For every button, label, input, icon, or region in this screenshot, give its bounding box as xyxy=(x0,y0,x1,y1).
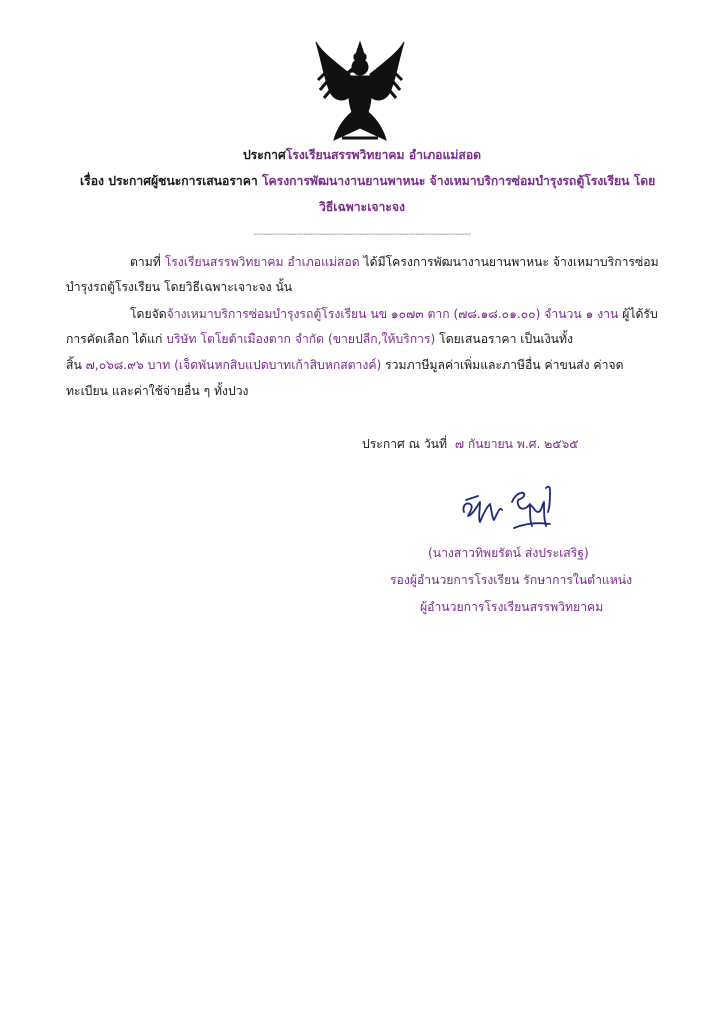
p2-vendor: บริษัท โตโยต้าเมืองตาก จำกัด (ขายปลีก,ให้บริการ) xyxy=(166,332,436,346)
divider: ---------------------------------------------------------------------- xyxy=(253,229,471,240)
signer-position: รองผู้อำนวยการโรงเรียน รักษาการในตำแหน่ง xyxy=(390,573,633,587)
p2-text-a: โดยจัด xyxy=(130,307,167,321)
p1-text-a: ตามที่ xyxy=(130,255,161,269)
paragraph-2-line-1 xyxy=(130,305,658,323)
date-value: ๗ กันยายน พ.ศ. ๒๕๖๕ xyxy=(454,437,579,451)
subject-line-2: วิธีเฉพาะเจาะจง xyxy=(319,200,405,214)
signer-name: (นางสาวทิพยรัตน์ ส่งประเสริฐ) xyxy=(428,546,589,560)
subject-project: โครงการพัฒนางานยานพาหนะ จ้างเหมาบริการซ่อมบำรุงรถตู้โรงเรียน โดย xyxy=(261,174,656,188)
p2-tax-text: รวมภาษีมูลค่าเพิ่มและภาษีอื่น ค่าขนส่ง ค่าจด xyxy=(385,358,624,372)
p2-selected: การคัดเลือก ได้แก่ xyxy=(66,332,163,346)
garuda-emblem-icon xyxy=(312,40,408,146)
title-school: โรงเรียนสรรพวิทยาคม อำเภอแม่สอด xyxy=(285,148,482,162)
paragraph-2-line-4: ทะเบียน และค่าใช้จ่ายอื่น ๆ ทั้งปวง xyxy=(66,384,249,398)
p1-text-b: ได้มีโครงการพัฒนางานยานพาหนะ จ้างเหมาบริการซ่อม xyxy=(363,255,659,269)
subject-line xyxy=(80,172,655,190)
paragraph-1-line-1 xyxy=(130,253,659,271)
subject-prefix: เรื่อง ประกาศผู้ชนะการเสนอราคา xyxy=(80,174,258,188)
title-prefix: ประกาศ xyxy=(242,148,286,162)
signature-icon xyxy=(458,482,558,534)
p2-item: จ้างเหมาบริการซ่อมบำรุงรถตู้โรงเรียน นข ๑๐๗๓ ตาก (๗๘.๑๘.๐๑.๐๐) จำนวน ๑ งาน xyxy=(166,307,619,321)
date-prefix: ประกาศ ณ วันที่ xyxy=(362,437,448,451)
signer-position-2: ผู้อำนวยการโรงเรียนสรรพวิทยาคม xyxy=(420,600,604,614)
p1-school: โรงเรียนสรรพวิทยาคม อำเภอแม่สอด xyxy=(164,255,360,269)
p2-amount: ๗,๐๖๘.๙๖ บาท (เจ็ดพันหกสิบแปดบาทเก้าสิบหกสตางค์) xyxy=(85,358,382,372)
p2-bid: โดยเสนอราคา เป็นเงินทั้ง xyxy=(439,332,573,346)
p2-total-label: สิ้น xyxy=(66,358,82,372)
paragraph-1-line-2: บำรุงรถตู้โรงเรียน โดยวิธีเฉพาะเจาะจง นั้น xyxy=(66,280,293,294)
paragraph-2-line-3 xyxy=(66,356,624,374)
announcement-date xyxy=(362,435,579,453)
paragraph-2-line-2 xyxy=(66,330,573,348)
document-title xyxy=(0,146,724,164)
p2-text-b: ผู้ได้รับ xyxy=(622,307,658,321)
